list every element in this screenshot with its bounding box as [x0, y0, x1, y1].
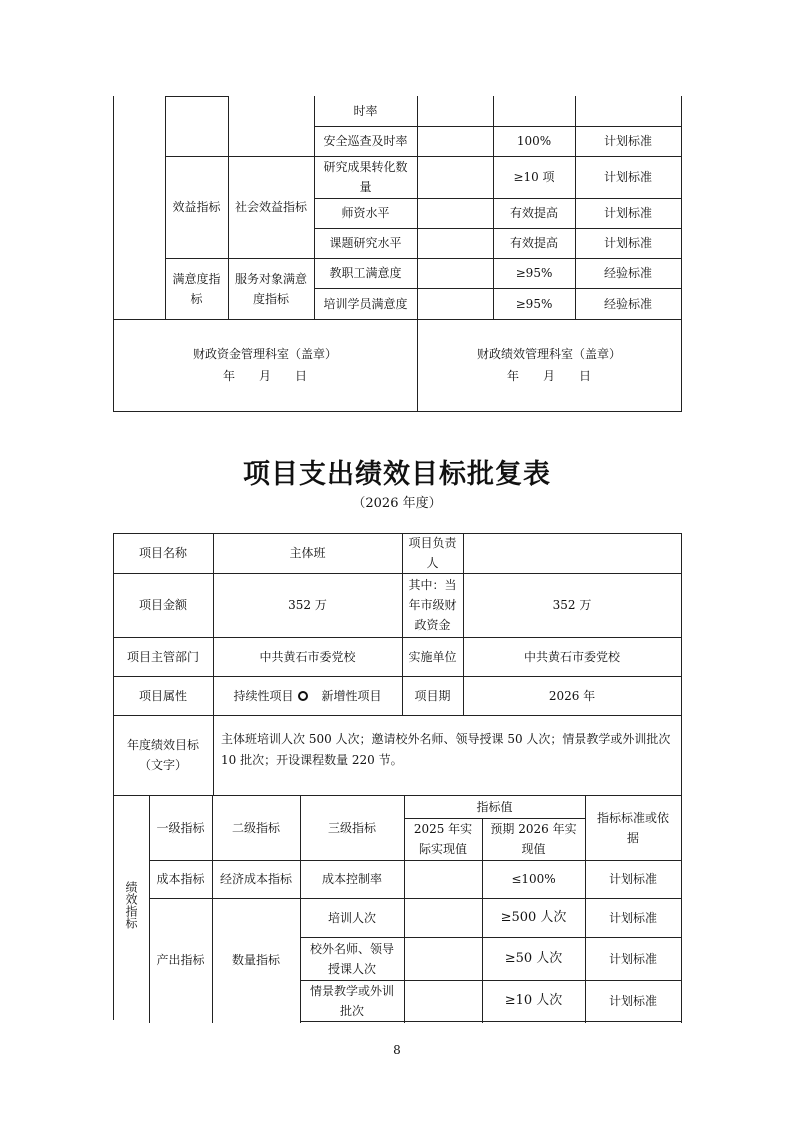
- output-standard: 计划标准: [608, 910, 657, 925]
- output-standard: 计划标准: [608, 993, 657, 1008]
- target-cell: ≥10 项: [513, 170, 555, 184]
- standard-cell: 计划标准: [603, 134, 652, 148]
- cost-standard: 计划标准: [608, 872, 657, 886]
- header-indicator-value: 指标值: [476, 799, 513, 814]
- output-level1: 产出指标: [156, 952, 205, 967]
- header-level2: 二级指标: [231, 820, 280, 835]
- standard-cell: 经验标准: [603, 266, 652, 280]
- impl-unit-label: 实施单位: [408, 649, 457, 664]
- header-level3: 三级指标: [327, 820, 376, 835]
- signature-right-date: 年 月 日: [506, 369, 591, 383]
- signature-left-date: 年 月 日: [222, 369, 307, 383]
- output-target: ≥10 人次: [504, 992, 563, 1008]
- output-level3: 培训人次: [327, 910, 376, 925]
- page-title: 项目支出绩效目标批复表: [243, 459, 551, 490]
- output-standard: 计划标准: [608, 951, 657, 966]
- project-owner-value: [463, 533, 681, 573]
- level3-cell: 教职工满意度: [329, 266, 402, 280]
- level3-cell: 师资水平: [341, 206, 390, 220]
- standard-cell: 计划标准: [603, 236, 652, 250]
- project-attr-options: [213, 676, 402, 715]
- output-level2: 数量指标: [231, 952, 280, 967]
- header-prev-value: 2025 年实际实现值: [413, 822, 473, 856]
- target-cell: ≥95%: [515, 296, 553, 311]
- city-fund-label: 其中：当年市级财政资金: [408, 578, 457, 632]
- signature-left: [113, 343, 417, 387]
- cost-level1: 成本指标: [156, 872, 205, 886]
- period-label: 项目期: [414, 688, 451, 703]
- cost-target: ≤100%: [511, 872, 556, 886]
- target-cell: 有效提高: [509, 236, 558, 250]
- standard-cell: 计划标准: [603, 170, 652, 184]
- cost-level2: 经济成本指标: [219, 872, 292, 886]
- level1-cell: 满意度指标: [172, 271, 221, 306]
- project-owner-label: 项目负责人: [408, 536, 457, 570]
- signature-right: [417, 343, 681, 387]
- level3-cell: 培训学员满意度: [323, 296, 408, 311]
- project-name-value: 主体班: [289, 546, 326, 560]
- attr-continuing-label: 持续性项目: [233, 688, 294, 703]
- page-subtitle: （2026 年度）: [352, 496, 442, 511]
- annual-goal-text: 主体班培训人次 500 人次；邀请校外名师、领导授课 50 人次；情景教学或外训批次 10 批次；开设课程数量 220 节。: [221, 732, 671, 767]
- annual-goal-label: 年度绩效目标（文字）: [127, 738, 200, 772]
- output-level3: 情景教学或外训批次: [309, 983, 394, 1018]
- level3-cell: 课题研究水平: [329, 236, 402, 250]
- project-amount-label: 项目金额: [138, 598, 187, 612]
- project-attr-label: 项目属性: [138, 688, 187, 703]
- page-number: 8: [393, 1043, 401, 1057]
- output-target: ≥500 人次: [500, 909, 567, 925]
- header-standard: 指标标准或依据: [596, 810, 669, 845]
- level3-cell: 研究成果转化数量: [323, 160, 408, 194]
- level3-cell: 安全巡查及时率: [323, 134, 408, 148]
- city-fund-value: 352 万: [552, 598, 592, 612]
- period-value: 2026 年: [548, 688, 596, 703]
- dept-value: 中共黄石市委党校: [259, 649, 356, 664]
- project-amount-value: 352 万: [288, 598, 327, 612]
- dept-label: 项目主管部门: [126, 649, 199, 664]
- target-cell: ≥95%: [515, 266, 553, 280]
- signature-left-office: 财政资金管理科室（盖章）: [192, 347, 337, 361]
- header-target-value: 预期 2026 年实现值: [490, 822, 577, 856]
- project-name-label: 项目名称: [138, 546, 187, 560]
- target-cell: 100%: [516, 134, 552, 148]
- attr-new-label: 新增性项目: [321, 688, 382, 703]
- level3-cell: 时率: [353, 104, 378, 118]
- header-level1: 一级指标: [156, 820, 205, 835]
- output-target: ≥50 人次: [504, 950, 563, 966]
- signature-right-office: 财政绩效管理科室（盖章）: [476, 347, 621, 361]
- level1-cell: 效益指标: [172, 200, 221, 214]
- target-cell: 有效提高: [509, 206, 558, 220]
- indicator-side-label: 绩效指标: [124, 881, 138, 929]
- impl-unit-value: 中共黄石市委党校: [523, 649, 620, 664]
- level2-cell: 服务对象满意度指标: [234, 271, 307, 306]
- radio-selected-icon[interactable]: [298, 691, 308, 701]
- standard-cell: 经验标准: [603, 296, 652, 311]
- standard-cell: 计划标准: [603, 206, 652, 220]
- level2-cell: 社会效益指标: [234, 200, 307, 214]
- cost-level3: 成本控制率: [321, 872, 382, 886]
- output-level3: 校外名师、领导授课人次: [309, 941, 394, 976]
